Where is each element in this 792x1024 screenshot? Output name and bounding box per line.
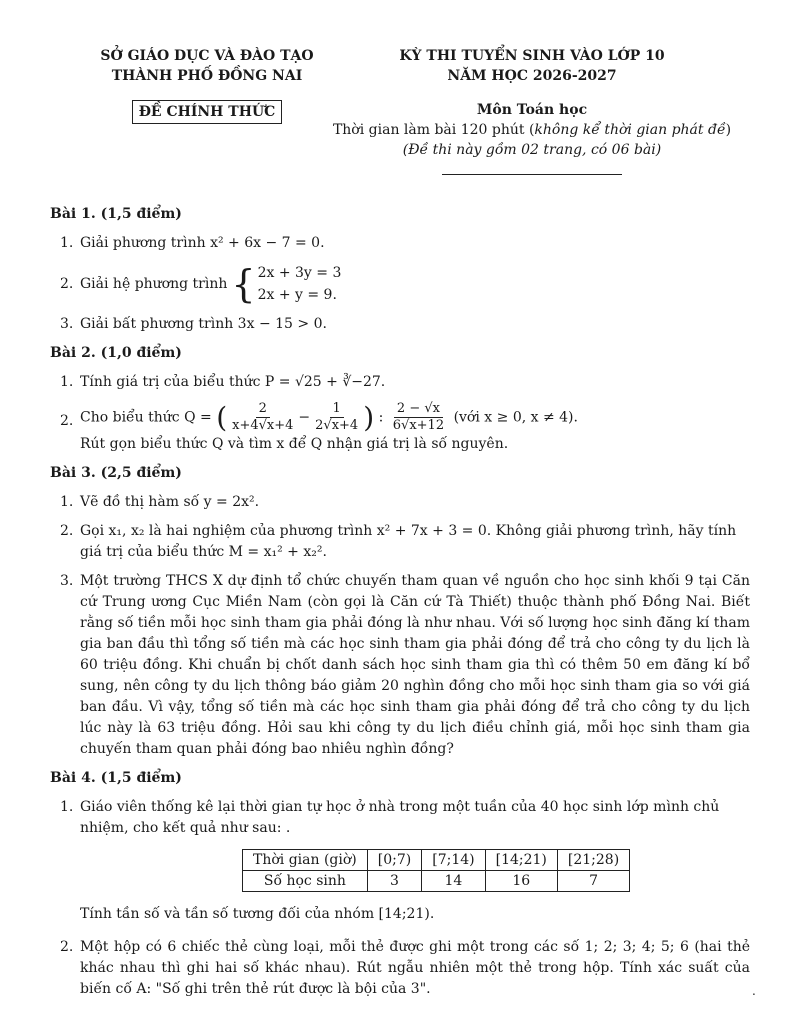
bai1-q1: 1. Giải phương trình x² + 6x − 7 = 0. (60, 235, 325, 251)
bai4-q1: 1. Giáo viên thống kê lại thời gian tự học ở nhà trong một tuần của 40 học sinh lớp mình chủ nhiệm, cho kết quả như sau: . (60, 799, 720, 836)
exam-title: KỲ THI TUYỂN SINH VÀO LỚP 10 (399, 48, 665, 64)
time-note: Thời gian làm bài 120 phút (không kể thời gian phát đề) (332, 122, 732, 138)
table-cell: 16 (485, 871, 557, 892)
bai2-q1: 1. Tính giá trị của biểu thức P = √25 + ∛−27. (60, 374, 386, 390)
trailing-mark: . (752, 984, 756, 998)
bai2-title: Bài 2. (1,0 điểm) (50, 345, 182, 361)
table-cell: [21;28) (557, 850, 629, 871)
subject-title: Môn Toán học (476, 102, 588, 118)
bai1-q3: 3. Giải bất phương trình 3x − 15 > 0. (60, 316, 327, 332)
table-cell: 14 (422, 871, 485, 892)
bai2-q2-line2: Rút gọn biểu thức Q và tìm x để Q nhận giá trị là số nguyên. (80, 436, 509, 452)
exam-body (50, 204, 750, 1000)
bai1-title: Bài 1. (1,5 điểm) (50, 206, 182, 222)
table-cell: 3 (367, 871, 421, 892)
bai1-q2: 2. Giải hệ phương trình { 2x + 3y = 3 2x + y = 9. (60, 262, 342, 306)
bai4-q1-after: Tính tần số và tần số tương đối của nhóm [14;21). (80, 906, 435, 922)
page-note: (Đề thi này gồm 02 trang, có 06 bài) (402, 142, 662, 158)
bai3-q3: 3. Một trường THCS X dự định tổ chức chuyến tham quan về nguồn cho học sinh khối 9 tại Căn cứ Trung ương Cục Miền Nam (còn gọi là Căn cứ Tà Thiết) thuộc thành phố Đồng Nai. Biết rằng số tiền mỗi học sinh tham gia phải đóng là như nhau. Với số lượng học sinh đăng kí tham gia ban đầu thì tổng số tiền mà các học sinh tham gia phải đóng để trả cho công ty du lịch là 60 triệu đồng. Khi chuẩn bị chốt danh sách học sinh tham gia thì có thêm 50 em đăng kí bổ sung, nên công ty du lịch thông báo giảm 20 nghìn đồng cho mỗi học sinh tham gia so với giá ban đầu. Vì vậy, tổng số tiền mà các học sinh tham gia phải đóng để trả cho công ty du lịch lúc này là 63 triệu đồng. Hỏi sau khi công ty du lịch điều chỉnh giá, mỗi học sinh tham gia chuyến tham quan phải đóng bao nhiêu nghìn đồng? (60, 573, 750, 757)
bai3-q1: 1. Vẽ đồ thị hàm số y = 2x². (60, 494, 260, 510)
table-header-cell: Thời gian (giờ) (243, 850, 368, 871)
bai3-q2: 2. Gọi x₁, x₂ là hai nghiệm của phương trình x² + 7x + 3 = 0. Không giải phương trình, hãy tính giá trị của biểu thức M = x₁² + x₂². (60, 523, 737, 560)
bai4-q2: 2. Một hộp có 6 chiếc thẻ cùng loại, mỗi thẻ được ghi một trong các số 1; 2; 3; 4; 5; 6 (hai thẻ khác nhau thì ghi hai số khác nhau). Rút ngẫu nhiên một thẻ trong hộp. Tính xác suất của biến cố A: "Số ghi trên thẻ rút được là bội của 3". (60, 939, 750, 997)
city-name: THÀNH PHỐ ĐỒNG NAI (111, 68, 303, 84)
table-cell: [0;7) (367, 850, 421, 871)
header-right (322, 46, 742, 175)
table-cell: 7 (557, 871, 629, 892)
table-row (243, 871, 630, 892)
header-rule (442, 174, 622, 175)
bai4-title: Bài 4. (1,5 điểm) (50, 770, 182, 786)
header-left (62, 46, 352, 124)
table-row (243, 850, 630, 871)
table-cell: [7;14) (422, 850, 485, 871)
school-year: NĂM HỌC 2026-2027 (447, 68, 617, 84)
bai2-q2: 2. Cho biểu thức Q = ( $\frac{2}{x+4√x+4}$ − $\frac{1}{2√x+4}$ ) : $\frac{2 - √x}{6√x+12}$ (với x ≥ 0, x ≠ 4). (60, 401, 578, 434)
bai3-title: Bài 3. (2,5 điểm) (50, 465, 182, 481)
table-header-cell: Số học sinh (243, 871, 368, 892)
department-name: SỞ GIÁO DỤC VÀ ĐÀO TẠO (100, 48, 314, 64)
table-cell: [14;21) (485, 850, 557, 871)
study-time-table (242, 849, 630, 892)
official-exam-box: ĐỀ CHÍNH THỨC (132, 100, 283, 124)
